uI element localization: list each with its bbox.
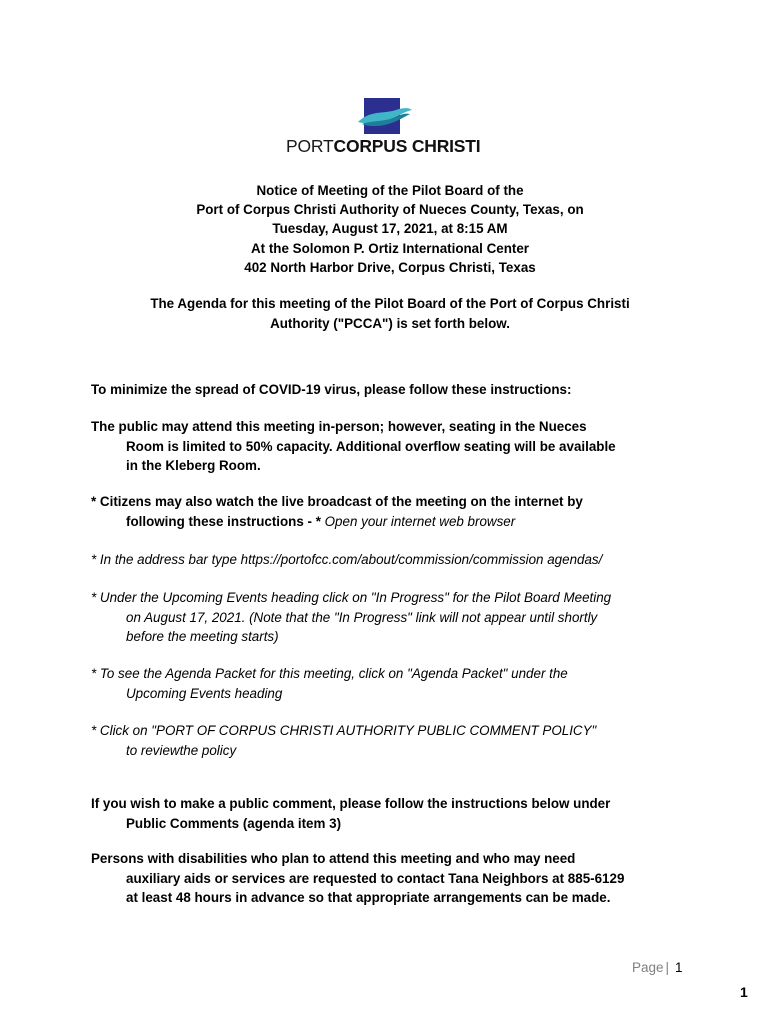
agenda-statement	[90, 294, 690, 334]
header-line: At the Solomon P. Ortiz International Center	[250, 240, 529, 256]
agenda-line: The Agenda for this meeting of the Pilot Board of the Port of Corpus Christi	[150, 296, 630, 311]
address-bar-instruction: * In the address bar type https://portofcc.com/about/commission/commission agendas/	[91, 552, 603, 567]
instructions-label: following these instructions - *	[126, 513, 325, 529]
header-line: Port of Corpus Christi Authority of Nueces County, Texas, on	[196, 202, 584, 218]
paragraph-line: at least 48 hours in advance so that appropriate arrangements can be made.	[126, 890, 611, 905]
paragraph-line: * Citizens may also watch the live broadcast of the meeting on the internet by	[91, 494, 583, 509]
paragraph-line: in the Kleberg Room.	[126, 458, 261, 473]
paragraph-line: * To see the Agenda Packet for this meeting, click on "Agenda Packet" under the	[91, 666, 568, 681]
page-label: Page	[632, 960, 664, 975]
page-separator: |	[665, 960, 670, 975]
paragraph-line: Upcoming Events heading	[126, 685, 283, 701]
header-line: 402 North Harbor Drive, Corpus Christi, Texas	[244, 259, 536, 275]
paragraph-line: If you wish to make a public comment, please follow the instructions below under	[91, 796, 611, 811]
logo-wave-icon	[358, 96, 412, 136]
meeting-notice-header	[90, 181, 690, 277]
open-browser-instruction: Open your internet web browser	[324, 513, 516, 529]
page-footer	[632, 960, 683, 975]
paragraph-line: * Click on "PORT OF CORPUS CHRISTI AUTHORITY PUBLIC COMMENT POLICY"	[91, 723, 597, 738]
paragraph-line: Public Comments (agenda item 3)	[126, 815, 342, 831]
public-comment-paragraph	[91, 794, 701, 833]
citizens-broadcast-paragraph	[91, 492, 701, 531]
corner-page-number: 1	[740, 984, 748, 1000]
paragraph-line: on August 17, 2021. (Note that the "In Progress" link will not appear until shortly	[126, 609, 598, 625]
paragraph-line: The public may attend this meeting in-person; however, seating in the Nueces	[91, 419, 587, 434]
page-number: 1	[675, 960, 683, 975]
paragraph-line: auxiliary aids or services are requested to contact Tana Neighbors at 885-6129	[126, 870, 625, 886]
paragraph-line: before the meeting starts)	[126, 629, 279, 644]
upcoming-events-instruction	[91, 588, 701, 647]
port-corpus-christi-logo	[286, 96, 486, 158]
disabilities-paragraph	[91, 849, 701, 908]
paragraph-line	[91, 512, 701, 532]
logo-wordmark	[286, 136, 486, 156]
logo-text-name: CORPUS CHRISTI	[333, 136, 481, 156]
agenda-line: Authority ("PCCA") is set forth below.	[270, 316, 510, 331]
paragraph-line: * Under the Upcoming Events heading click on "In Progress" for the Pilot Board Meeting	[91, 590, 612, 605]
comment-policy-instruction	[91, 721, 701, 760]
covid-heading: To minimize the spread of COVID-19 virus, please follow these instructions:	[91, 382, 572, 397]
public-attendance-paragraph	[91, 417, 701, 476]
header-line: Notice of Meeting of the Pilot Board of the	[256, 183, 524, 198]
paragraph-line: Room is limited to 50% capacity. Additional overflow seating will be available	[126, 438, 616, 454]
agenda-packet-instruction	[91, 664, 701, 703]
paragraph-line: Persons with disabilities who plan to attend this meeting and who may need	[91, 851, 576, 866]
paragraph-line: to reviewthe policy	[126, 742, 237, 758]
logo-text-port: PORT	[286, 136, 334, 156]
header-line: Tuesday, August 17, 2021, at 8:15 AM	[272, 221, 508, 237]
